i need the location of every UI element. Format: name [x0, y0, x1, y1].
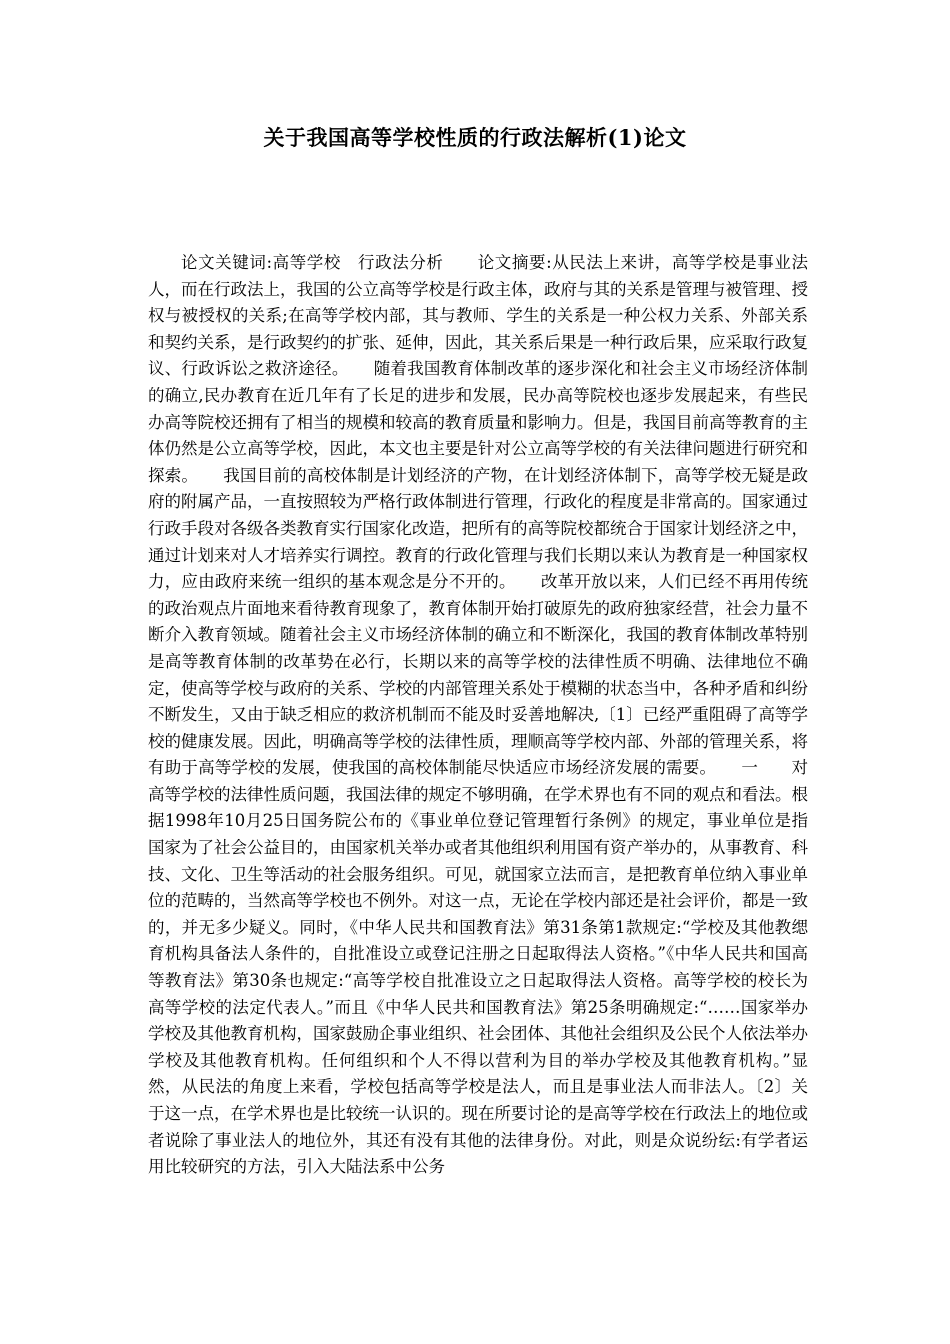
document-title: 关于我国高等学校性质的行政法解析(1)论文 [263, 125, 687, 150]
document-body: 论文关键词:高等学校 行政法分析 论文摘要:从民法上来讲，高等学校是事业法人，而在行政法上，我国的公立高等学校是行政主体，政府与其的关系是管理与被管理、授权与被授权的关系;在高等学校内部，其与教师、学生的关系是一种公权力关系、外部关系和契约关系，是行政契约的扩张、延伸，因此，其关系后果是一种行政后果，应采取行政复议、行政诉讼之救济途径。 随着我国教育体制改革的逐步深化和社会主义市场经济体制的确立,民办教育在近几年有了长足的进步和发展，民办高等院校也逐步发展起来，有些民办高等院校还拥有了相当的规模和较高的教育质量和影响力。但是，我国目前高等教育的主体仍然是公立高等学校，因此，本文也主要是针对公立高等学校的有关法律问题进行研究和探索。 我国目前的高校体制是计划经济的产物，在计划经济体制下，高等学校无疑是政府的附属产品，一直按照较为严格行政体制进行管理，行政化的程度是非常高的。国家通过行政手段对各级各类教育实行国家化改造，把所有的高等院校都统合于国家计划经济之中，通过计划来对人才培养实行调控。教育的行政化管理与我们长期以来认为教育是一种国家权力，应由政府来统一组织的基本观念是分不开的。 改革开放以来，人们已经不再用传统的政治观点片面地来看待教育现象了，教育体制开始打破原先的政府独家经营，社会力量不断介入教育领域。随着社会主义市场经济体制的确立和不断深化，我国的教育体制改革特别是高等教育体制的改革势在必行，长期以来的高等学校的法律性质不明确、法律地位不确定，使高等学校与政府的关系、学校的内部管理关系处于模糊的状态当中，各种矛盾和纠纷不断发生，又由于缺乏相应的救济机制而不能及时妥善地解决,〔1〕已经严重阻碍了高等学校的健康发展。因此，明确高等学校的法律性质，理顺高等学校内部、外部的管理关系，将有助于高等学校的发展，使我国的高校体制能尽快适应市场经济发展的需要。 一 对高等学校的法律性质问题，我国法律的规定不够明确，在学术界也有不同的观点和看法。根据1998年10月25日国务院公布的《事业单位登记管理暂行条例》的规定，事业单位是指国家为了社会公益目的，由国家机关举办或者其他组织利用国有资产举办的，从事教育、科技、文化、卫生等活动的社会服务组织。可见，就国家立法而言，是把教育单位纳入事业单位的范畴的，当然高等学校也不例外。对这一点，无论在学校内部还是社会评价，都是一致的，并无多少疑义。同时，《中华人民共和国教育法》第31条第1款规定:“学校及其他教缌育机构具备法人条件的，自批准设立或登记注册之日起取得法人资格。”《中华人民共和国高等教育法》第30条也规定:“高等学校自批准设立之日起取得法人资格。高等学校的校长为高等学校的法定代表人。”而且《中华人民共和国教育法》第25条明确规定:“……国家举办学校及其他教育机构，国家鼓励企事业组织、社会团体、其他社会组织及公民个人依法举办学校及其他教育机构。任何组织和个人不得以营利为目的举办学校及其他教育机构。”显然，从民法的角度上来看，学校包括高等学校是法人，而且是事业法人而非法人。〔2〕关于这一点，在学术界也是比较统一认识的。现在所要讨论的是高等学校在行政法上的地位或者说除了事业法人的地位外，其还有没有其他的法律身份。对此，则是众说纷纭:有学者运用比较研究的方法，引入大陆法系中公务 [148, 253, 808, 1177]
